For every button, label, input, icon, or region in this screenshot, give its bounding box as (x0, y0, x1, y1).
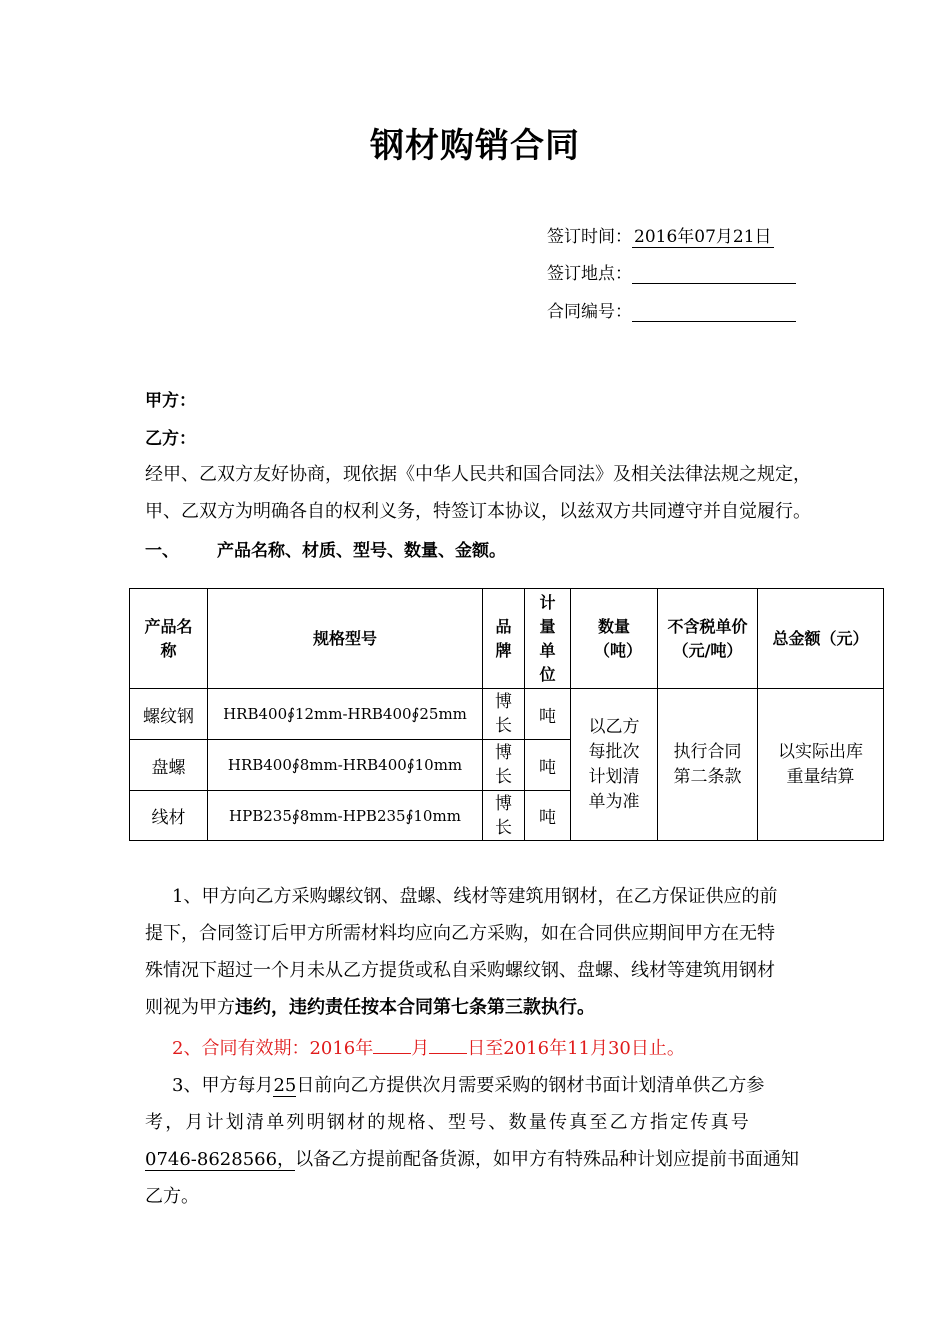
header-brand: 品牌 (483, 589, 525, 689)
table-header-row (130, 589, 884, 689)
clause-1-line-2: 提下，合同签订后甲方所需材料均应向乙方采购，如在合同供应期间甲方在无特 (145, 923, 775, 944)
qty-cell: 以乙方每批次计划清单为准 (571, 689, 658, 841)
section-1-title: 产品名称、材质、型号、数量、金额。 (217, 541, 506, 561)
clause-1-breach-text: 违约，违约责任按本合同第七条第三款执行。 (235, 997, 595, 1018)
month-blank (373, 1035, 411, 1054)
clause-1-line-4 (145, 989, 805, 1026)
row-2-unit: 吨 (525, 740, 571, 791)
header-unit: 计量单位 (525, 589, 571, 689)
row-3-name: 线材 (130, 791, 208, 841)
row-2-brand: 博长 (483, 740, 525, 791)
sign-place-blank (632, 263, 796, 284)
party-a-label: 甲方： (145, 391, 196, 411)
clause-1-line-1: 1、甲方向乙方采购螺纹钢、盘螺、线材等建筑用钢材，在乙方保证供应的前 (172, 886, 778, 907)
contract-no-row (547, 297, 796, 323)
contract-no-blank (632, 301, 796, 322)
clause-3-line-2: 考，月计划清单列明钢材的规格、型号、数量传真至乙方指定传真号 (145, 1112, 751, 1133)
row-2-spec: HRB400∮8mm-HRB400∮10mm (208, 740, 483, 791)
clause-1-line-3: 殊情况下超过一个月未从乙方提货或私自采购螺纹钢、盘螺、线材等建筑用钢材 (145, 960, 775, 981)
product-table (129, 588, 884, 841)
row-1-spec: HRB400∮12mm-HRB400∮25mm (208, 689, 483, 740)
row-3-brand: 博长 (483, 791, 525, 841)
row-1-unit: 吨 (525, 689, 571, 740)
intro-line-1: 经甲、乙双方友好协商，现依据《中华人民共和国合同法》及相关法律法规之规定， (145, 464, 811, 485)
section-1-heading (145, 536, 506, 561)
header-spec: 规格型号 (208, 589, 483, 689)
clause-3-line-3: 0746-8628566，以备乙方提前配备货源，如甲方有特殊品种计划应提前书面通知 (145, 1149, 800, 1170)
clause-2-prefix: 2、合同有效期：2016年 (172, 1038, 374, 1059)
sign-date-value: 2016年07月21日 (634, 227, 772, 247)
row-2-name: 盘螺 (130, 740, 208, 791)
fax-number: 0746-8628566， (145, 1149, 296, 1170)
clause-2-suffix: 日至2016年11月30日止。 (467, 1038, 685, 1059)
header-qty: 数量（吨） (571, 589, 658, 689)
row-1-brand: 博长 (483, 689, 525, 740)
clause-3-line-4: 乙方。 (145, 1186, 199, 1207)
clause-2-month: 月 (411, 1038, 430, 1059)
party-b-label: 乙方： (145, 429, 196, 449)
clause-1 (145, 878, 805, 1026)
row-1-name: 螺纹钢 (130, 689, 208, 740)
day-blank (429, 1035, 467, 1054)
header-name: 产品名称 (130, 589, 208, 689)
sign-date-label: 签订时间： (547, 227, 632, 247)
clause-1-line-4-a: 则视为甲方 (145, 997, 235, 1018)
total-cell: 以实际出库重量结算 (758, 689, 884, 841)
sign-date-row (547, 222, 774, 248)
document-title: 钢材购销合同 (370, 126, 580, 166)
row-3-spec: HPB235∮8mm-HPB235∮10mm (208, 791, 483, 841)
table-row (130, 689, 884, 740)
clause-3 (145, 1067, 805, 1215)
intro-line-2: 甲、乙双方为明确各自的权利义务，特签订本协议，以兹双方共同遵守并自觉履行。 (145, 501, 811, 522)
sign-place-label: 签订地点： (547, 264, 632, 284)
clause-2 (145, 1030, 805, 1067)
sign-place-row (547, 259, 796, 285)
contract-no-label: 合同编号： (547, 302, 632, 322)
section-1-number: 一、 (145, 541, 179, 561)
clause-3-line-1: 3、甲方每月25日前向乙方提供次月需要采购的钢材书面计划清单供乙方参 (172, 1075, 765, 1096)
header-total: 总金额（元） (758, 589, 884, 689)
header-price: 不含税单价（元/吨） (658, 589, 758, 689)
clause-3-day: 25 (273, 1075, 297, 1096)
row-3-unit: 吨 (525, 791, 571, 841)
price-cell: 执行合同第二条款 (658, 689, 758, 841)
